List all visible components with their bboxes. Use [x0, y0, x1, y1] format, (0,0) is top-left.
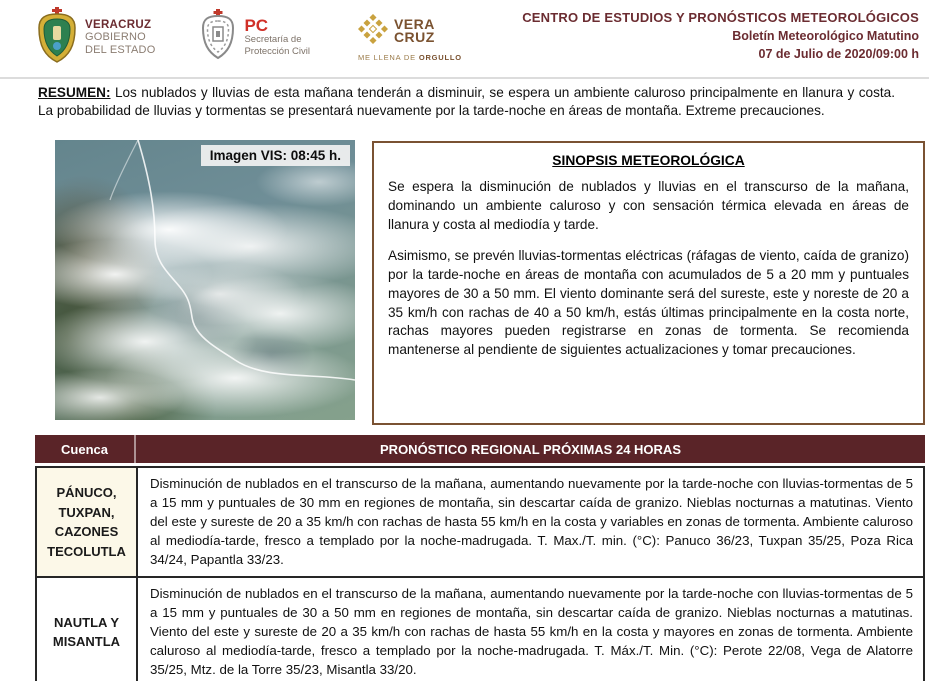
forecast-table-header	[35, 435, 925, 463]
pc-abbr: PC	[244, 16, 269, 36]
orgullo-ornament-icon	[358, 14, 388, 49]
pc-line1: Secretaría de	[244, 34, 302, 46]
sinopsis-paragraph-1: Se espera la disminución de nublados y lluvias en el transcurso de la mañana, dominando un ambiente caluroso y con sensación térmica elevada en áreas de llanura y costa al mediodía y tarde.	[388, 179, 909, 232]
pc-shield-icon	[199, 8, 237, 67]
pc-line2: Protección Civil	[244, 46, 310, 57]
column-header-pronostico: PRONÓSTICO REGIONAL PRÓXIMAS 24 HORAS	[380, 441, 681, 457]
sinopsis-title: SINOPSIS METEOROLÓGICA	[552, 153, 745, 168]
cuenca-cell: PÁNUCO, TUXPAN, CAZONES TECOLUTLA	[37, 468, 138, 576]
orgullo-line1: VERA	[393, 16, 435, 33]
table-row	[37, 576, 923, 681]
bulletin-subtitle: Boletín Meteorológico Matutino	[732, 29, 919, 43]
sinopsis-box	[372, 141, 925, 425]
pc-text	[244, 17, 309, 58]
orgullo-tagline	[358, 53, 462, 62]
orgullo-tagline-pre: ME LLENA DE	[357, 52, 419, 62]
bulletin-datetime: 07 de Julio de 2020/09:00 h	[758, 47, 919, 61]
forecast-table-body	[35, 466, 925, 681]
gobierno-line2: DEL ESTADO	[85, 43, 156, 56]
cuenca-cell: NAUTLA Y MISANTLA	[37, 578, 138, 681]
org-title: CENTRO DE ESTUDIOS Y PRONÓSTICOS METEOROLÓGICOS	[522, 10, 919, 25]
veracruz-coat-of-arms-icon	[36, 6, 78, 69]
gobierno-name: VERACRUZ	[85, 19, 152, 32]
satellite-image	[55, 140, 355, 420]
veracruz-gobierno-text	[85, 19, 155, 56]
resumen-paragraph	[38, 84, 895, 121]
proteccion-civil-logo	[199, 8, 309, 67]
satellite-caption: Imagen VIS: 08:45 h.	[201, 145, 350, 166]
veracruz-orgullo-logo	[358, 14, 462, 62]
forecast-cell: Disminución de nublados en el transcurso de la mañana, aumentando nuevamente por la tarde-noche con lluvias-tormentas de 5 a 15 mm y puntuales de 30 mm en regiones de montaña, sin descartar caída de granizo. Nieblas nocturnas a matutinas. Viento del este y sureste de 20 a 35 km/h con rachas de hasta 55 km/h en la costa y variables en zonas de tormenta. Ambiente caluroso al mediodía-tarde, fresco a templado por la noche-madrugada. T. Max./T. min. (°C): Panuco 36/23, Tuxpan 35/25, Poza Rica 34/24, Papantla 33/23.	[150, 476, 913, 567]
logo-strip	[36, 6, 462, 69]
sinopsis-paragraph-2: Asimismo, se prevén lluvias-tormentas eléctricas (ráfagas de viento, caída de granizo) por la tarde-noche en áreas de montaña con acumulados de 5 a 20 mm y puntuales mayores de 30 a 50 mm. El viento dominante será del sureste, este y noreste de 20 a 35 km/h con rachas de 40 a 50 km/h, estás últimas principalmente en la costa norte, rachas mayores pueden registrarse en zonas de tormenta. Se recomienda mantenerse al pendiente de siguientes actualizaciones y tomar precauciones.	[388, 248, 909, 357]
header-titles	[522, 10, 919, 61]
forecast-table	[35, 435, 925, 681]
page-header	[0, 0, 929, 79]
orgullo-wordmark	[394, 18, 435, 44]
column-header-cuenca: Cuenca	[35, 435, 136, 463]
coastline-overlay	[55, 140, 355, 420]
table-row	[37, 468, 923, 576]
orgullo-line2: CRUZ	[393, 29, 435, 45]
resumen-text: Los nublados y lluvias de esta mañana tenderán a disminuir, se espera un ambiente caluroso principalmente en llanura y costa. La probabilidad de lluvias y tormentas se presentará nuevamente por la tarde-noche en áreas de montaña. Extreme precauciones.	[38, 85, 895, 119]
veracruz-gobierno-logo	[36, 6, 155, 69]
gobierno-line1: GOBIERNO	[85, 31, 146, 44]
resumen-label: RESUMEN:	[38, 85, 111, 100]
orgullo-tagline-bold: ORGULLO	[418, 52, 462, 62]
forecast-cell: Disminución de nublados en el transcurso de la mañana, aumentando nuevamente por la tarde-noche con lluvias-tormentas de 5 a 15 mm y puntuales de 30 a 50 mm en regiones de montaña, sin descartar caída de granizo. Nieblas nocturnas a matutinas. Viento del este y sureste de 20 a 35 km/h con rachas de hasta 55 km/h en la costa y mayores en zonas de tormenta. Ambiente caluroso al mediodía-tarde, fresco a templado por la noche-madrugada. T. Máx./T. Min. (°C): Perote 22/08, Vega de Alatorre 35/25, Mtz. de la Torre 35/23, Misantla 33/20.	[150, 586, 913, 677]
